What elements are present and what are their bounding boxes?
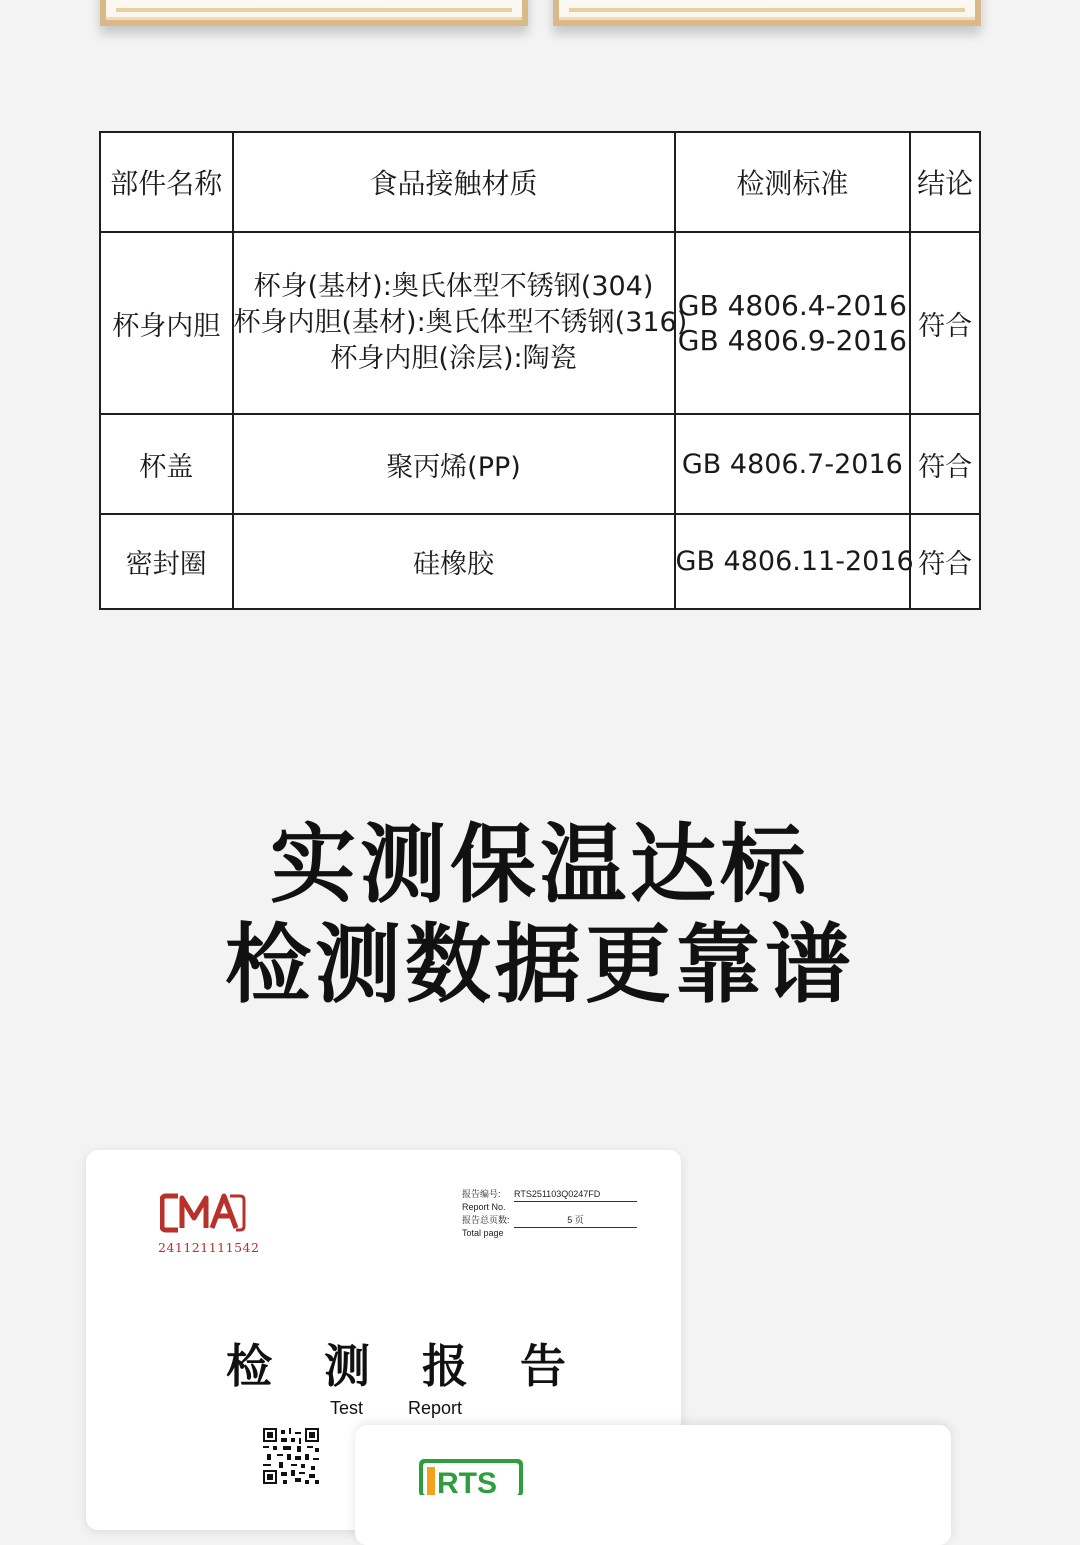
header-test-standard: 检测标准 xyxy=(675,132,911,232)
table-row xyxy=(100,514,980,609)
material-line: 杯身(基材):奥氏体型不锈钢(304) xyxy=(253,271,654,302)
part-cell: 杯身内胆 xyxy=(100,232,233,414)
total-page-label-en: Total page xyxy=(462,1228,504,1238)
rts-logo-text: RTS xyxy=(437,1467,497,1495)
part-cell: 杯盖 xyxy=(100,414,233,514)
table-row xyxy=(100,414,980,514)
material-cell: 聚丙烯(PP) xyxy=(233,414,675,514)
report-meta xyxy=(462,1188,637,1240)
header-conclusion: 结论 xyxy=(910,132,980,232)
table-header-row xyxy=(100,132,980,232)
report-subtitle-test: Test xyxy=(330,1398,364,1418)
materials-table xyxy=(99,131,981,610)
part-cell: 密封圈 xyxy=(100,514,233,609)
table-row xyxy=(100,232,980,414)
report-title-char: 测 xyxy=(324,1339,370,1393)
rts-logo-icon xyxy=(417,1455,525,1495)
standard-cell: GB 4806.7-2016 xyxy=(675,414,911,514)
cma-number: 241121111542 xyxy=(158,1240,260,1255)
standard-cell xyxy=(675,232,911,414)
report-title-char: 报 xyxy=(422,1339,468,1393)
report-title-char: 检 xyxy=(226,1339,272,1393)
header-food-contact-material: 食品接触材质 xyxy=(233,132,675,232)
total-page-value: 5 页 xyxy=(514,1214,637,1228)
cma-logo-icon xyxy=(160,1190,246,1238)
report-no-value: RTS251103Q0247FD xyxy=(514,1188,637,1202)
standard-line: GB 4806.9-2016 xyxy=(677,324,907,357)
report-title-char: 告 xyxy=(520,1339,566,1393)
headline-line-1: 实测保温达标 xyxy=(270,815,810,915)
material-cell xyxy=(233,232,688,414)
certificate-frame-left xyxy=(100,0,528,26)
material-line: 杯身内胆(涂层):陶瓷 xyxy=(330,343,577,374)
qr-code-icon xyxy=(263,1428,319,1484)
second-report-card xyxy=(355,1425,951,1545)
standard-cell: GB 4806.11-2016 xyxy=(675,514,911,609)
total-page-label: 报告总页数: xyxy=(462,1215,510,1225)
report-title xyxy=(226,1330,566,1396)
headline-line-2: 检测数据更靠谱 xyxy=(225,915,855,1015)
result-cell: 符合 xyxy=(910,514,980,609)
material-cell: 硅橡胶 xyxy=(233,514,675,609)
report-no-label: 报告编号: xyxy=(462,1189,501,1199)
header-part-name: 部件名称 xyxy=(100,132,233,232)
result-cell: 符合 xyxy=(910,414,980,514)
report-subtitle-report: Report xyxy=(408,1398,463,1418)
report-no-label-en: Report No. xyxy=(462,1202,506,1212)
certificate-frame-right xyxy=(553,0,981,26)
standard-line: GB 4806.4-2016 xyxy=(677,289,907,322)
material-line: 杯身内胆(基材):奥氏体型不锈钢(316) xyxy=(233,307,688,338)
result-cell: 符合 xyxy=(910,232,980,414)
